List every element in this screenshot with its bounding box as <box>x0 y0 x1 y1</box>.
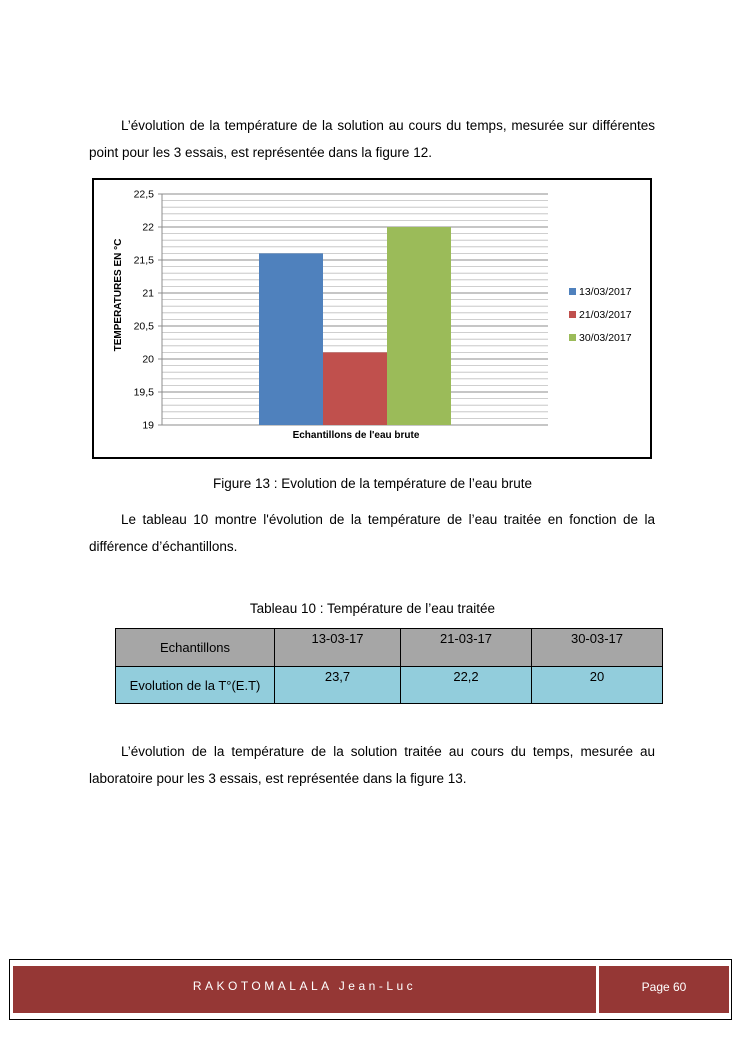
row-label-cell: Evolution de la T°(E.T) <box>116 667 275 704</box>
legend-label: 21/03/2017 <box>579 309 632 321</box>
table-intro-paragraph <box>89 506 655 560</box>
table-data-row <box>116 667 663 704</box>
bar-chart <box>94 180 650 457</box>
value-cell: 23,7 <box>275 667 401 704</box>
y-axis-label: TEMPERATURES EN °C <box>113 238 124 352</box>
y-tick-label: 21,5 <box>133 254 154 267</box>
bar-30-03-2017 <box>387 227 451 425</box>
figure-caption: Figure 13 : Evolution de la température de l’eau brute <box>213 476 532 491</box>
bar-13-03-2017 <box>259 253 323 425</box>
legend-swatch <box>569 288 576 295</box>
bar-chart-frame <box>92 178 652 459</box>
legend <box>569 286 632 344</box>
intro-paragraph-text: L’évolution de la température de la solution au cours du temps, mesurée sur différentes point pour les 3 essais, est représentée dans la figure 12. <box>89 118 655 160</box>
closing-paragraph <box>89 738 655 792</box>
y-tick-label: 19 <box>142 419 154 432</box>
header-label-cell: Echantillons <box>116 629 275 667</box>
legend-swatch <box>569 334 576 341</box>
legend-label: 30/03/2017 <box>579 332 632 344</box>
value-cell: 20 <box>532 667 663 704</box>
x-axis-label: Echantillons de l'eau brute <box>292 430 420 441</box>
value-cell: 22,2 <box>401 667 532 704</box>
y-tick-label: 19,5 <box>133 386 154 399</box>
y-tick-label: 22,5 <box>133 188 154 201</box>
y-tick-label: 20 <box>142 353 154 366</box>
column-header-cell: 21-03-17 <box>401 629 532 667</box>
footer-page-number: Page 60 <box>599 966 729 1013</box>
legend-label: 13/03/2017 <box>579 286 632 298</box>
column-header-cell: 13-03-17 <box>275 629 401 667</box>
intro-paragraph <box>89 112 655 166</box>
table-caption: Tableau 10 : Température de l’eau traitée <box>249 601 496 616</box>
column-header-cell: 30-03-17 <box>532 629 663 667</box>
legend-swatch <box>569 311 576 318</box>
y-tick-label: 22 <box>142 221 154 234</box>
y-tick-label: 21 <box>142 287 154 300</box>
closing-paragraph-text: L’évolution de la température de la solution traitée au cours du temps, mesurée au laboratoire pour les 3 essais, est représentée dans la figure 13. <box>89 744 655 786</box>
bar-21-03-2017 <box>323 352 387 425</box>
y-tick-label: 20,5 <box>133 320 154 333</box>
footer-author: RAKOTOMALALA Jean-Luc <box>13 966 596 1013</box>
temperature-table <box>115 628 663 704</box>
table-intro-paragraph-text: Le tableau 10 montre l'évolution de la température de l’eau traitée en fonction de la différence d’échantillons. <box>89 512 655 554</box>
table-header-row <box>116 629 663 667</box>
